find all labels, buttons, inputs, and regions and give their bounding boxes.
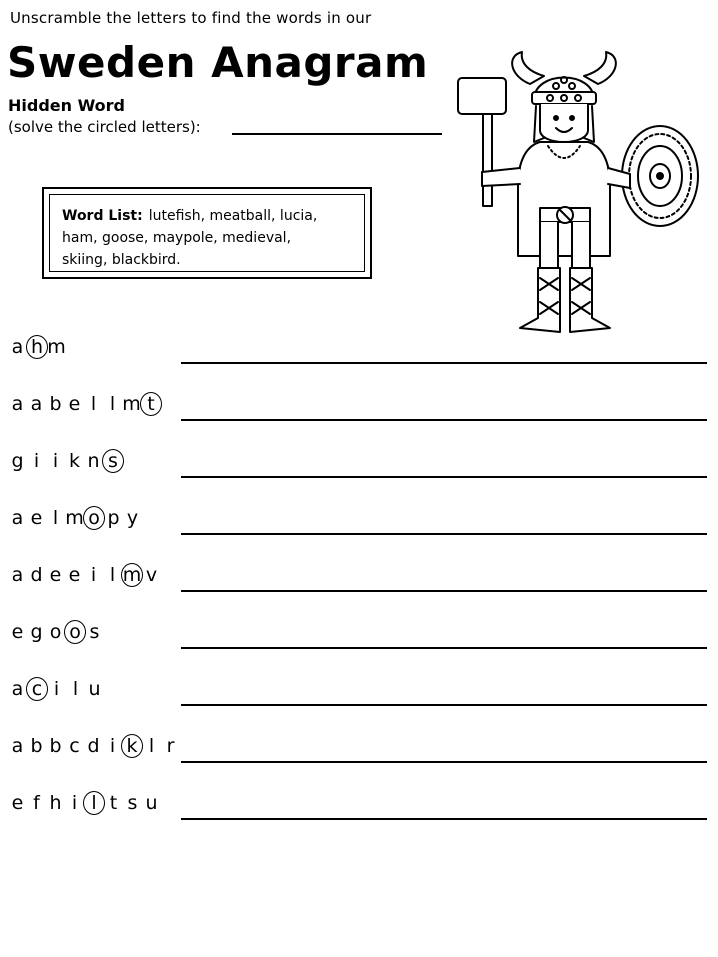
letter: h xyxy=(49,792,62,814)
letter: a xyxy=(11,678,24,700)
letter: t xyxy=(109,792,118,814)
circled-letter: o xyxy=(83,506,105,530)
word-list-line-3: skiing, blackbird. xyxy=(62,252,181,268)
letter: m xyxy=(47,336,66,358)
letter: r xyxy=(166,735,175,757)
circled-letter: c xyxy=(26,677,48,701)
word-list-line-1: lutefish, meatball, lucia, xyxy=(148,208,318,224)
circled-letter: l xyxy=(83,791,105,815)
letter: a xyxy=(11,336,24,358)
answer-line[interactable] xyxy=(181,419,707,421)
letter: i xyxy=(90,564,97,586)
anagram-row xyxy=(0,791,718,831)
circled-letter: t xyxy=(140,392,162,416)
anagram-row xyxy=(0,677,718,717)
scrambled-letters xyxy=(8,677,104,701)
letter: d xyxy=(87,735,100,757)
letter: a xyxy=(11,735,24,757)
letter: a xyxy=(30,393,43,415)
word-list-line-2: ham, goose, maypole, medieval, xyxy=(62,230,292,246)
page-title: Sweden Anagram xyxy=(7,38,429,87)
circled-letter: o xyxy=(64,620,86,644)
anagram-row xyxy=(0,506,718,546)
answer-line[interactable] xyxy=(181,590,707,592)
letter: l xyxy=(90,393,97,415)
scrambled-letters xyxy=(8,392,161,416)
circled-letter: m xyxy=(122,564,142,586)
letter: o xyxy=(49,621,62,643)
letter: b xyxy=(30,735,43,757)
letter: e xyxy=(11,792,24,814)
letter: u xyxy=(145,792,158,814)
hidden-word-answer-line[interactable] xyxy=(232,133,442,135)
answer-line[interactable] xyxy=(181,704,707,706)
scrambled-letters xyxy=(8,734,180,758)
anagram-row xyxy=(0,392,718,432)
letter: a xyxy=(11,564,24,586)
letter: d xyxy=(30,564,43,586)
letter: l xyxy=(109,564,116,586)
letter: l xyxy=(72,678,79,700)
letter: v xyxy=(145,564,158,586)
anagram-row xyxy=(0,620,718,660)
anagram-row xyxy=(0,563,718,603)
scrambled-letters xyxy=(8,791,161,815)
letter: l xyxy=(148,735,155,757)
letter: f xyxy=(33,792,40,814)
circled-letter: h xyxy=(26,335,48,359)
viking-illustration xyxy=(452,50,702,340)
letter: s xyxy=(89,621,100,643)
letter: e xyxy=(30,507,43,529)
letter: i xyxy=(71,792,78,814)
letter: i xyxy=(53,678,60,700)
letter: l xyxy=(109,393,116,415)
letter: u xyxy=(88,678,101,700)
letter: g xyxy=(11,450,24,472)
word-list-inner xyxy=(49,194,365,272)
answer-line[interactable] xyxy=(181,533,707,535)
anagram-row xyxy=(0,335,718,375)
answer-line[interactable] xyxy=(181,476,707,478)
anagram-row xyxy=(0,449,718,489)
letter: a xyxy=(11,507,24,529)
letter: b xyxy=(49,735,62,757)
letter: s xyxy=(127,792,138,814)
letter: c xyxy=(69,735,80,757)
letter: a xyxy=(11,393,24,415)
answer-line[interactable] xyxy=(181,818,707,820)
letter: i xyxy=(109,735,116,757)
scrambled-letters xyxy=(8,335,66,359)
letter: k xyxy=(68,450,80,472)
hidden-word-label: Hidden Word xyxy=(8,96,126,115)
answer-line[interactable] xyxy=(181,647,707,649)
word-list-label: Word List: xyxy=(62,208,143,224)
answer-line[interactable] xyxy=(181,362,707,364)
scrambled-letters xyxy=(8,506,142,530)
scrambled-letters xyxy=(8,449,123,473)
letter: l xyxy=(52,507,59,529)
anagram-row xyxy=(0,734,718,774)
letter: i xyxy=(33,450,40,472)
letter: y xyxy=(126,507,139,529)
scrambled-letters xyxy=(8,620,104,644)
letter: e xyxy=(11,621,24,643)
word-list-box xyxy=(42,187,372,279)
letter: b xyxy=(49,393,62,415)
shield-icon xyxy=(622,126,698,226)
letter: i xyxy=(52,450,59,472)
instructions-text: Unscramble the letters to find the words in our xyxy=(10,9,372,27)
letter: e xyxy=(68,564,81,586)
scrambled-letters xyxy=(8,563,161,587)
circled-letter: s xyxy=(102,449,124,473)
letter: e xyxy=(49,564,62,586)
letter: m xyxy=(65,507,84,529)
letter: p xyxy=(107,507,120,529)
letter: g xyxy=(30,621,43,643)
letter: e xyxy=(68,393,81,415)
circled-letter: k xyxy=(121,734,143,758)
letter: n xyxy=(87,450,100,472)
hidden-word-instructions: (solve the circled letters): xyxy=(8,118,201,136)
letter: m xyxy=(122,393,141,415)
answer-line[interactable] xyxy=(181,761,707,763)
